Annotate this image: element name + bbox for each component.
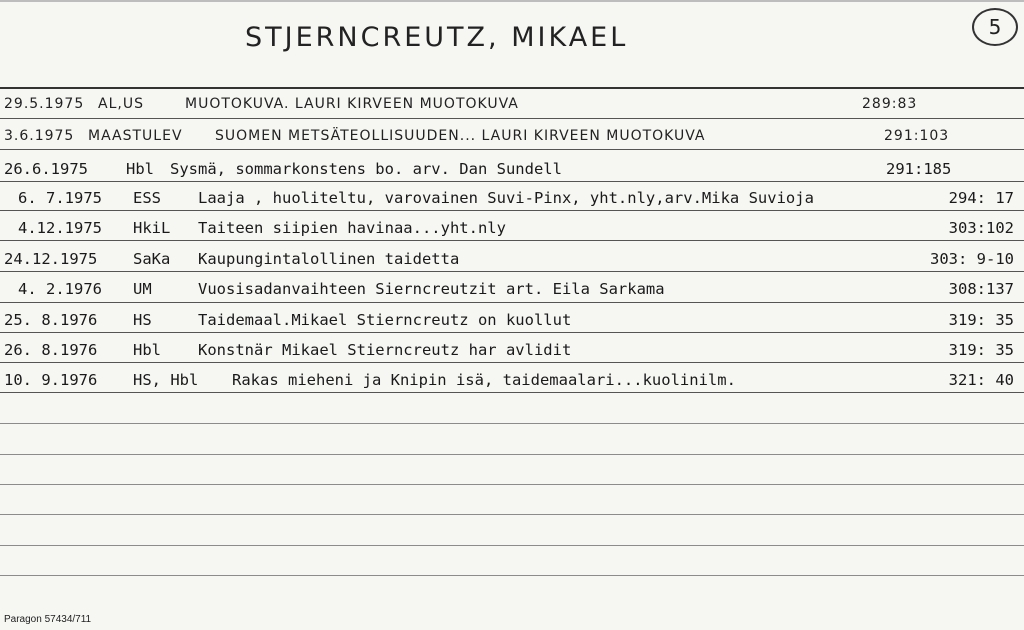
entry-source: AL,US xyxy=(98,96,144,112)
entry-ref: 308:137 xyxy=(948,280,1014,298)
entry-text: Vuosisadanvaihteen Sierncreutzit art. Eila Sarkama xyxy=(198,280,665,298)
entry-ref: 319: 35 xyxy=(948,341,1014,359)
entry-ref: 291:103 xyxy=(884,128,950,144)
entry-text: SUOMEN METSÄTEOLLISUUDEN... LAURI KIRVEEN MUOTOKUVA xyxy=(215,128,706,144)
entry-date: 3.6.1975 xyxy=(4,128,75,144)
entry-source: HS, Hbl xyxy=(133,371,199,389)
rule-line xyxy=(0,514,1024,515)
entry-row xyxy=(0,219,1024,243)
entry-text: Taidemaal.Mikael Stierncreutz on kuollut xyxy=(198,311,572,329)
entry-ref: 321: 40 xyxy=(948,371,1014,389)
card-footer: Paragon 57434/711 xyxy=(4,614,92,625)
entry-text: Taiteen siipien havinaa...yht.nly xyxy=(198,219,506,237)
entry-row xyxy=(0,128,1024,152)
entry-text: MUOTOKUVA. LAURI KIRVEEN MUOTOKUVA xyxy=(185,96,519,112)
entry-ref: 303:102 xyxy=(948,219,1014,237)
entry-date: 25. 8.1976 xyxy=(4,311,98,329)
rule-line xyxy=(0,484,1024,485)
entry-row xyxy=(0,280,1024,304)
entry-row xyxy=(0,189,1024,213)
entry-ref: 291:185 xyxy=(886,160,952,178)
entry-text: Rakas mieheni ja Knipin isä, taidemaalari...kuolinilm. xyxy=(232,371,736,389)
entry-date: 10. 9.1976 xyxy=(4,371,98,389)
entry-source: SaKa xyxy=(133,250,171,268)
entry-date: 4. 2.1976 xyxy=(18,280,102,298)
entry-source: UM xyxy=(133,280,152,298)
card-number: 5 xyxy=(988,15,1002,39)
entry-date: 29.5.1975 xyxy=(4,96,85,112)
entry-source: Hbl xyxy=(133,341,161,359)
entry-row xyxy=(0,96,1024,120)
entry-source: Hbl xyxy=(126,160,154,178)
entry-date: 26.6.1975 xyxy=(4,160,88,178)
entry-source: HS xyxy=(133,311,152,329)
header-rule xyxy=(0,87,1024,89)
entry-row xyxy=(0,341,1024,365)
entry-text: Kaupungintalollinen taidetta xyxy=(198,250,460,268)
rule-line xyxy=(0,423,1024,424)
card-number-badge xyxy=(972,8,1018,46)
entry-source: ESS xyxy=(133,189,161,207)
entry-text: Laaja , huoliteltu, varovainen Suvi-Pinx, yht.nly,arv.Mika Suvioja xyxy=(198,189,814,207)
entry-source: HkiL xyxy=(133,219,171,237)
entry-row xyxy=(0,371,1024,395)
entry-ref: 319: 35 xyxy=(948,311,1014,329)
rule-line xyxy=(0,575,1024,576)
entry-ref: 289:83 xyxy=(862,96,918,112)
entry-ref: 294: 17 xyxy=(948,189,1014,207)
entry-date: 4.12.1975 xyxy=(18,219,102,237)
entry-ref: 303: 9-10 xyxy=(930,250,1014,268)
top-edge xyxy=(0,0,1024,2)
entry-date: 6. 7.1975 xyxy=(18,189,102,207)
entry-text: Konstnär Mikael Stierncreutz har avlidit xyxy=(198,341,572,359)
entry-row xyxy=(0,250,1024,274)
entry-text: Sysmä, sommarkonstens bo. arv. Dan Sundell xyxy=(170,160,562,178)
entry-row xyxy=(0,311,1024,335)
entry-date: 26. 8.1976 xyxy=(4,341,98,359)
rule-line xyxy=(0,545,1024,546)
entry-row xyxy=(0,160,1024,184)
entry-date: 24.12.1975 xyxy=(4,250,98,268)
card-title: STJERNCREUTZ, MIKAEL xyxy=(245,22,629,53)
entry-source: MAASTULEV xyxy=(88,128,183,144)
rule-line xyxy=(0,454,1024,455)
